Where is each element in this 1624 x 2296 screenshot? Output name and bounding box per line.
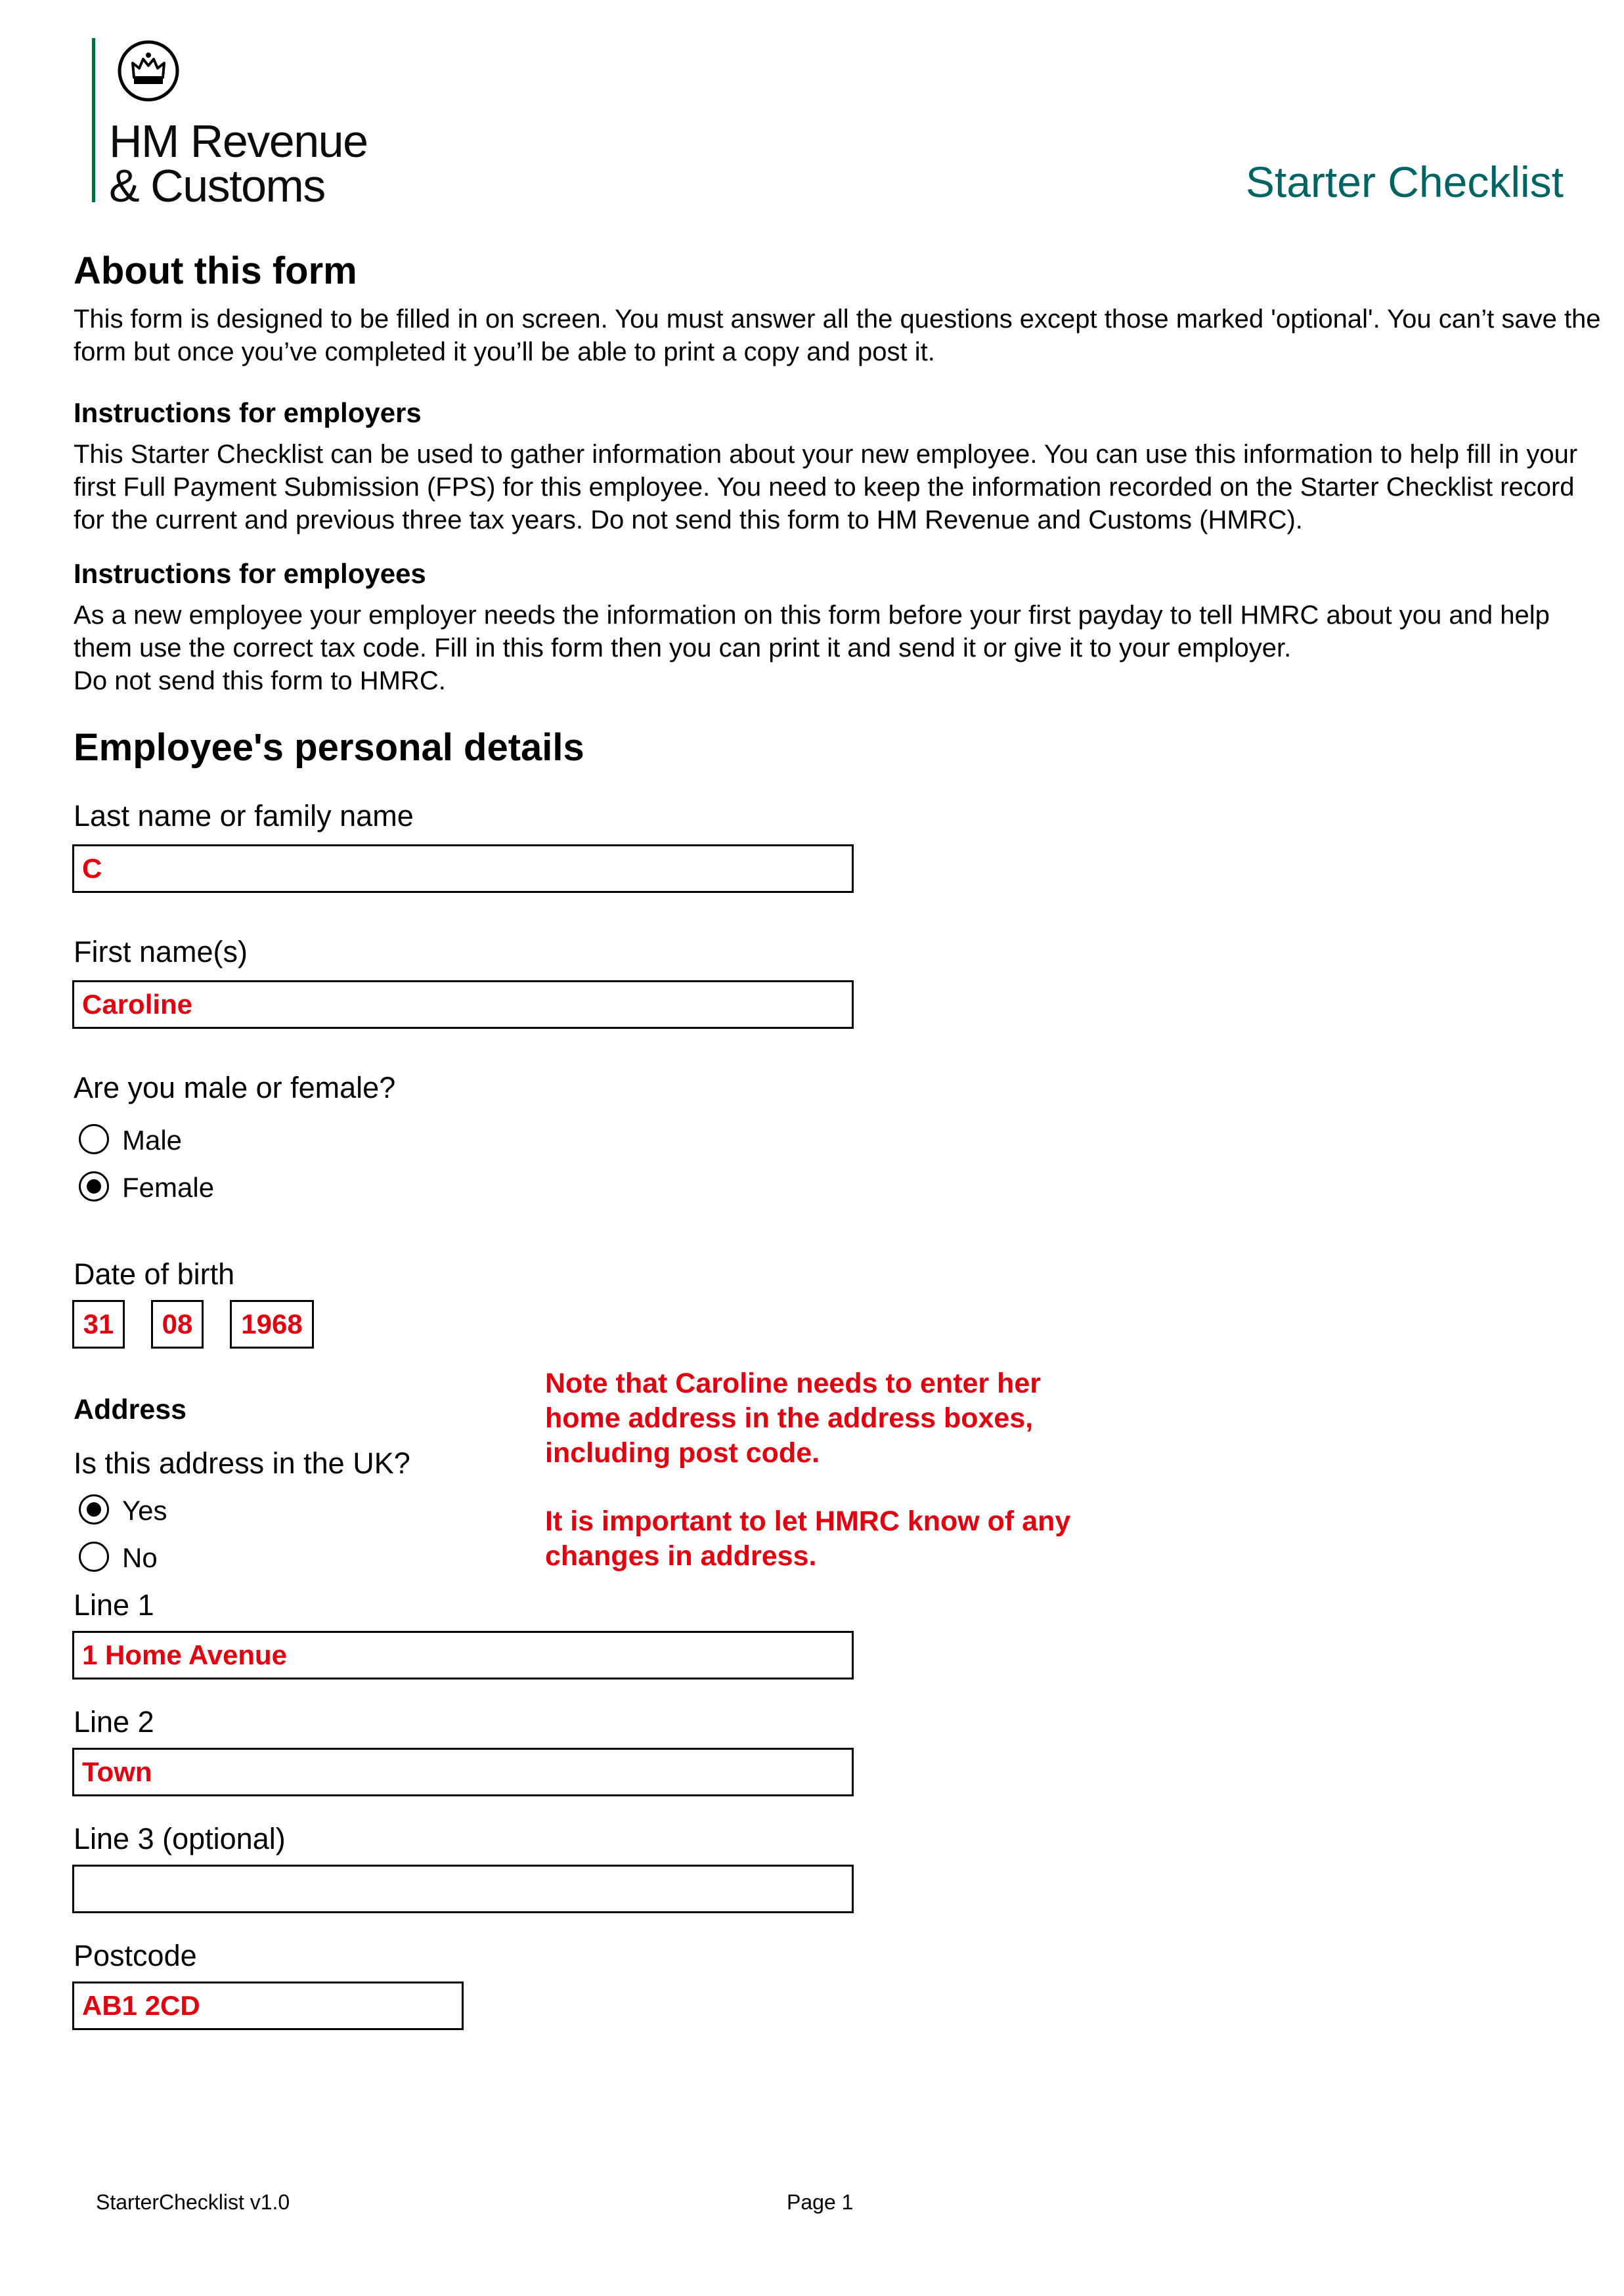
note-address: Note that Caroline needs to enter her home address in the address boxes, including post code. (545, 1368, 1042, 1469)
gender-option-female: Female (122, 1172, 215, 1203)
dob-label: Date of birth (74, 1257, 235, 1291)
footer-version: StarterChecklist v1.0 (96, 2190, 290, 2214)
brand-bar (92, 38, 95, 202)
employers-heading: Instructions for employers (74, 397, 422, 428)
address-line1-label: Line 1 (74, 1588, 154, 1622)
employees-text-2: Do not send this form to HMRC. (74, 666, 446, 695)
last-name-input[interactable]: C (72, 844, 854, 893)
uk-radio-no[interactable] (79, 1542, 109, 1572)
royal-crest-icon (117, 39, 180, 102)
uk-radio-yes[interactable] (79, 1494, 109, 1525)
first-name-input[interactable]: Caroline (72, 980, 854, 1029)
personal-details-heading: Employee's personal details (74, 726, 584, 769)
postcode-input[interactable]: AB1 2CD (72, 1982, 464, 2030)
gender-radio-male[interactable] (79, 1124, 109, 1154)
footer-page-number: Page 1 (787, 2190, 854, 2214)
postcode-label: Postcode (74, 1939, 197, 1972)
dob-day-input[interactable]: 31 (72, 1300, 125, 1349)
form-title: Starter Checklist (1245, 158, 1564, 206)
employers-text: This Starter Checklist can be used to gather information about your new employee. You can use this information to help fill in your first Full Payment Submission (FPS) for this employee. You need to keep the information recorded on the Starter Checklist record for the current and previous three tax years. Do not send this form to HM Revenue and Customs (HMRC). (74, 440, 1578, 534)
note-changes: It is important to let HMRC know of any changes in address. (545, 1505, 1071, 1572)
uk-option-yes: Yes (122, 1495, 167, 1526)
dob-year-input[interactable]: 1968 (230, 1300, 314, 1349)
address-line3-label: Line 3 (optional) (74, 1822, 286, 1855)
employees-text: As a new employee your employer needs the information on this form before your first payday to tell HMRC about you and help them use the correct tax code. Fill in this form then you can print it and send it or give it to your employer. (74, 601, 1550, 662)
uk-address-question: Is this address in the UK? (74, 1446, 410, 1480)
address-line3-input[interactable] (72, 1865, 854, 1913)
gender-question: Are you male or female? (74, 1071, 396, 1104)
about-text: This form is designed to be filled in on screen. You must answer all the questions except those marked 'optional'. You can’t save the form but once you’ve completed it you’ll be able to print a copy and post it. (74, 305, 1601, 366)
gender-radio-female[interactable] (79, 1171, 109, 1202)
dob-month-input[interactable]: 08 (151, 1300, 204, 1349)
address-heading: Address (74, 1394, 187, 1425)
last-name-label: Last name or family name (74, 799, 414, 833)
employees-heading: Instructions for employees (74, 558, 426, 589)
uk-option-no: No (122, 1542, 158, 1573)
gender-option-male: Male (122, 1125, 183, 1156)
address-line1-input[interactable]: 1 Home Avenue (72, 1631, 854, 1679)
first-name-label: First name(s) (74, 935, 248, 968)
brand-name-line2: & Customs (109, 160, 325, 211)
address-line2-input[interactable]: Town (72, 1748, 854, 1796)
about-heading: About this form (74, 249, 357, 292)
address-line2-label: Line 2 (74, 1705, 154, 1739)
brand-name-line1: HM Revenue (109, 116, 368, 167)
